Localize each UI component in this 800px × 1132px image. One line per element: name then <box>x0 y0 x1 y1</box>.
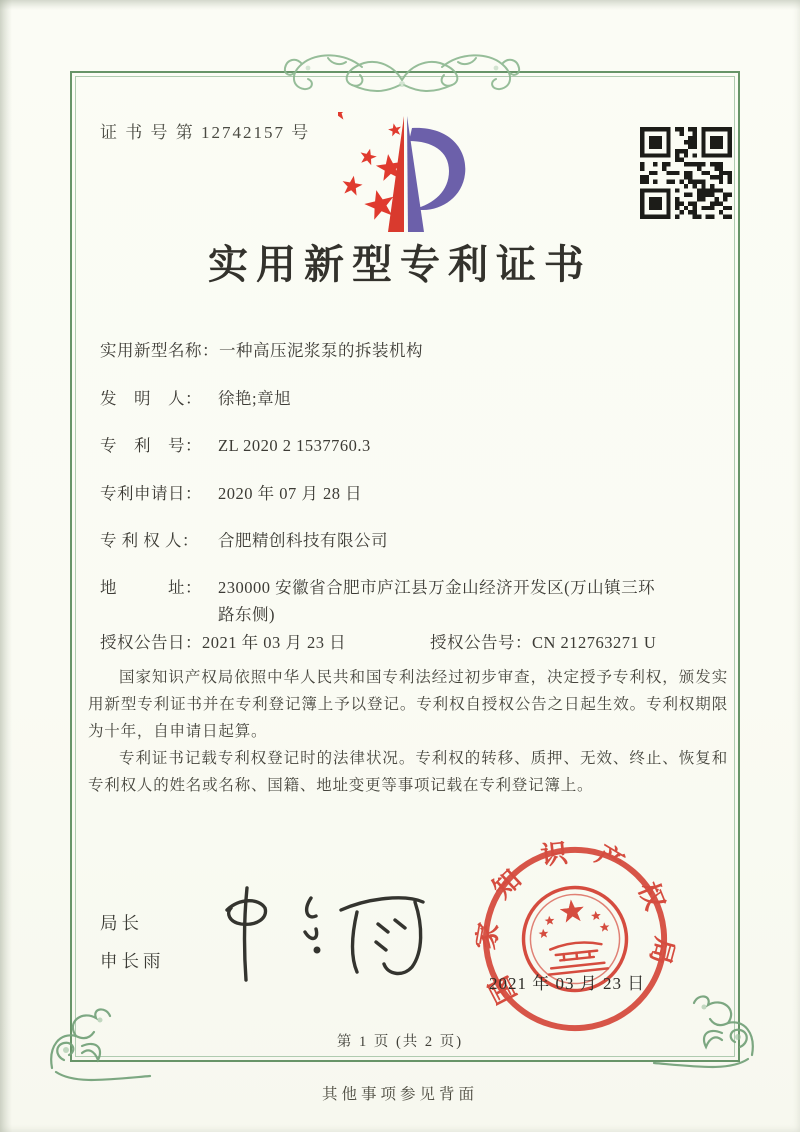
seal-date: 2021 年 03 月 23 日 <box>489 974 646 993</box>
grant-number-value: CN 212763271 U <box>532 633 657 652</box>
signer-name: 申长雨 <box>100 951 165 971</box>
field-value: 230000 安徽省合肥市庐江县万金山经济开发区(万山镇三环路东侧) <box>218 578 656 624</box>
grant-date-label: 授权公告日： <box>100 633 202 652</box>
field-value: 2020 年 07 月 28 日 <box>218 484 363 503</box>
legal-text-block <box>88 664 728 799</box>
official-seal-icon <box>466 830 684 1048</box>
field-inventor <box>100 385 660 412</box>
grant-date <box>100 629 430 653</box>
grant-date-value: 2021 年 03 月 23 日 <box>202 633 347 652</box>
grant-row <box>100 629 720 653</box>
top-flourish-ornament-icon <box>282 44 522 102</box>
field-label: 专利申请日： <box>100 484 202 503</box>
field-label: 发 明 人： <box>100 389 202 408</box>
field-patent-number <box>100 432 660 459</box>
field-label: 实用新型名称： <box>100 341 219 360</box>
field-value: ZL 2020 2 1537760.3 <box>218 436 371 455</box>
handwritten-signature-icon <box>213 880 428 998</box>
certificate-title: 实用新型专利证书 <box>208 242 592 287</box>
certificate-number: 证 书 号 第 12742157 号 <box>100 123 311 142</box>
field-label: 专 利 号： <box>100 436 202 455</box>
qr-code <box>640 127 732 219</box>
field-application-date <box>100 480 660 507</box>
field-patentee <box>100 527 660 554</box>
back-side-note: 其他事项参见背面 <box>321 1086 478 1103</box>
legal-paragraph-2: 专利证书记载专利权登记时的法律状况。专利权的转移、质押、无效、终止、恢复和专利权人的姓名或名称、国籍、地址变更等事项记载在专利登记簿上。 <box>88 750 728 794</box>
seal-ring-text: 国家知识产权局 <box>470 835 681 1009</box>
field-value: 一种高压泥浆泵的拆装机构 <box>219 341 423 360</box>
signer-title: 局长 <box>100 913 143 933</box>
page-indicator: 第 1 页 (共 2 页) <box>336 1034 464 1050</box>
grant-number-label: 授权公告号： <box>430 633 532 652</box>
cnipa-logo-icon <box>338 112 473 237</box>
field-utility-model-name <box>100 337 660 364</box>
field-address <box>100 574 660 628</box>
field-value: 徐艳;章旭 <box>218 389 292 408</box>
grant-number <box>430 629 656 653</box>
field-label: 地 址： <box>100 578 202 597</box>
legal-paragraph-1: 国家知识产权局依照中华人民共和国专利法经过初步审查，决定授予专利权，颁发实用新型专利证书并在专利登记簿上予以登记。专利权自授权公告之日起生效。专利权期限为十年，自申请日起算。 <box>88 669 728 740</box>
field-value: 合肥精创科技有限公司 <box>218 531 388 550</box>
field-label: 专 利 权 人： <box>100 531 199 550</box>
